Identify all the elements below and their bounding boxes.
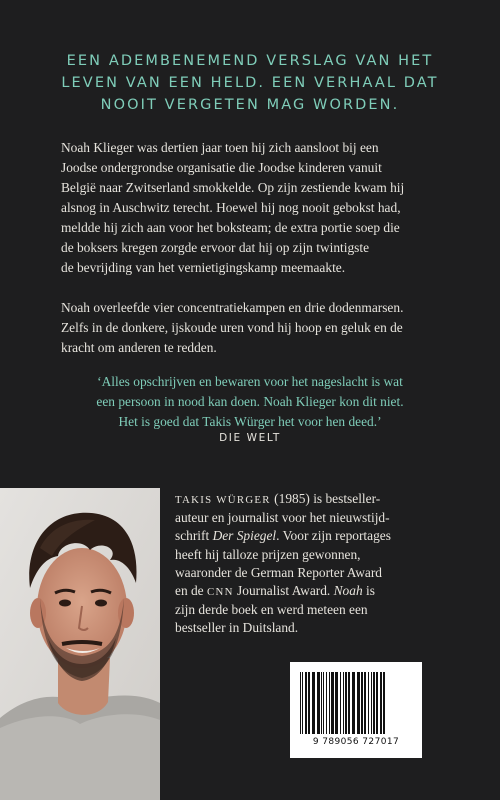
bio-line: zijn derde boek en werd meteen een (175, 602, 368, 618)
author-name: TAKIS WÜRGER (175, 494, 271, 506)
tagline-line: LEVEN VAN EEN HELD. EEN VERHAAL DAT (61, 75, 439, 91)
barcode-bar (348, 672, 350, 734)
barcode-bar (326, 672, 327, 734)
barcode-bar (300, 672, 301, 734)
book-title: Noah (333, 583, 363, 599)
barcode-bar (373, 672, 375, 734)
blurb-paragraph-2 (61, 298, 447, 358)
barcode-bar (340, 672, 341, 734)
quote-source: DIE WELT (219, 432, 281, 444)
barcode-bar (380, 672, 382, 734)
bio-line: waaronder de German Reporter Award (175, 564, 382, 580)
barcode-bar (321, 672, 322, 734)
bio-text: . Voor zijn reportages (276, 528, 391, 544)
quote-line: ‘Alles opschrijven en bewaren voor het nageslacht is wat (97, 374, 403, 389)
blurb-paragraph-1 (61, 138, 447, 278)
barcode-bar (308, 672, 310, 734)
barcode-bar (305, 672, 307, 734)
barcode-bar (371, 672, 372, 734)
bio-line: auteur en journalist voor het nieuwstijd- (175, 510, 390, 526)
blurb-line: Noah overleefde vier concentratiekampen en drie dodenmarsen. (61, 300, 404, 315)
bio-line: bestseller in Duitsland. (175, 620, 299, 636)
isbn-number: 9 789056 727017 (312, 737, 400, 747)
bio-text: en de (175, 583, 207, 599)
author-photo (0, 488, 160, 800)
blurb-line: Zelfs in de donkere, ijskoude uren vond hij hoop en geluk en de (61, 320, 403, 335)
barcode-bar (343, 672, 344, 734)
barcode-bar (323, 672, 324, 734)
blurb-line: meldde hij zich aan voor het boksteam; de extra portie soep die (61, 220, 400, 235)
barcode-bar (317, 672, 320, 734)
barcode-bar (345, 672, 347, 734)
blurb-line: kracht om anderen te redden. (61, 340, 217, 355)
tagline-line: EEN ADEMBENEMEND VERSLAG VAN HET (66, 53, 434, 69)
blurb-line: de boksers kregen zorgde ervoor dat hij op zijn twintigste (61, 240, 370, 255)
bio-line: heeft hij talloze prijzen gewonnen, (175, 546, 361, 562)
blurb-line: Noah Klieger was dertien jaar toen hij zich aansloot bij een (61, 140, 379, 155)
author-portrait-image (0, 488, 160, 800)
barcode-bars (298, 672, 414, 734)
review-quote (30, 372, 470, 432)
blurb-line: België naar Zwitserland smokkelde. Op zijn zestiende kwam hij (61, 180, 405, 195)
bio-line (175, 582, 475, 601)
bio-text: Journalist Award. (233, 583, 334, 599)
blurb-line: de bevrijding van het vernietigingskamp meemaakte. (61, 260, 346, 275)
author-bio (175, 490, 475, 638)
barcode-bar (352, 672, 355, 734)
barcode-bar (331, 672, 334, 734)
tagline (60, 50, 440, 116)
barcode-bar (361, 672, 363, 734)
barcode-bar (335, 672, 338, 734)
bio-text: is (362, 583, 375, 599)
cnn-name: CNN (206, 586, 234, 599)
barcode-bar (329, 672, 330, 734)
barcode-bar (357, 672, 360, 734)
tagline-line: NOOIT VERGETEN MAG WORDEN. (100, 97, 400, 113)
barcode-bar (383, 672, 385, 734)
barcode-bar (312, 672, 315, 734)
barcode-bar (302, 672, 303, 734)
barcode-bar (368, 672, 369, 734)
blurb-line: Joodse ondergrondse organisatie die Joodse kinderen vanuit (61, 160, 382, 175)
bio-line (175, 490, 475, 509)
bio-text: (1985) is bestseller- (270, 491, 381, 506)
barcode (290, 662, 422, 758)
barcode-bar (364, 672, 366, 734)
quote-line: een persoon in nood kan doen. Noah Klieger kon dit niet. (96, 394, 404, 409)
blurb-line: alsnog in Auschwitz terecht. Hoewel hij nog nooit gebokst had, (61, 200, 401, 215)
bio-line (175, 527, 475, 545)
barcode-bar (376, 672, 378, 734)
magazine-name: Der Spiegel (212, 528, 277, 544)
bio-text: schrift (175, 528, 213, 544)
quote-line: Het is goed dat Takis Würger het voor hen deed.’ (118, 414, 382, 429)
